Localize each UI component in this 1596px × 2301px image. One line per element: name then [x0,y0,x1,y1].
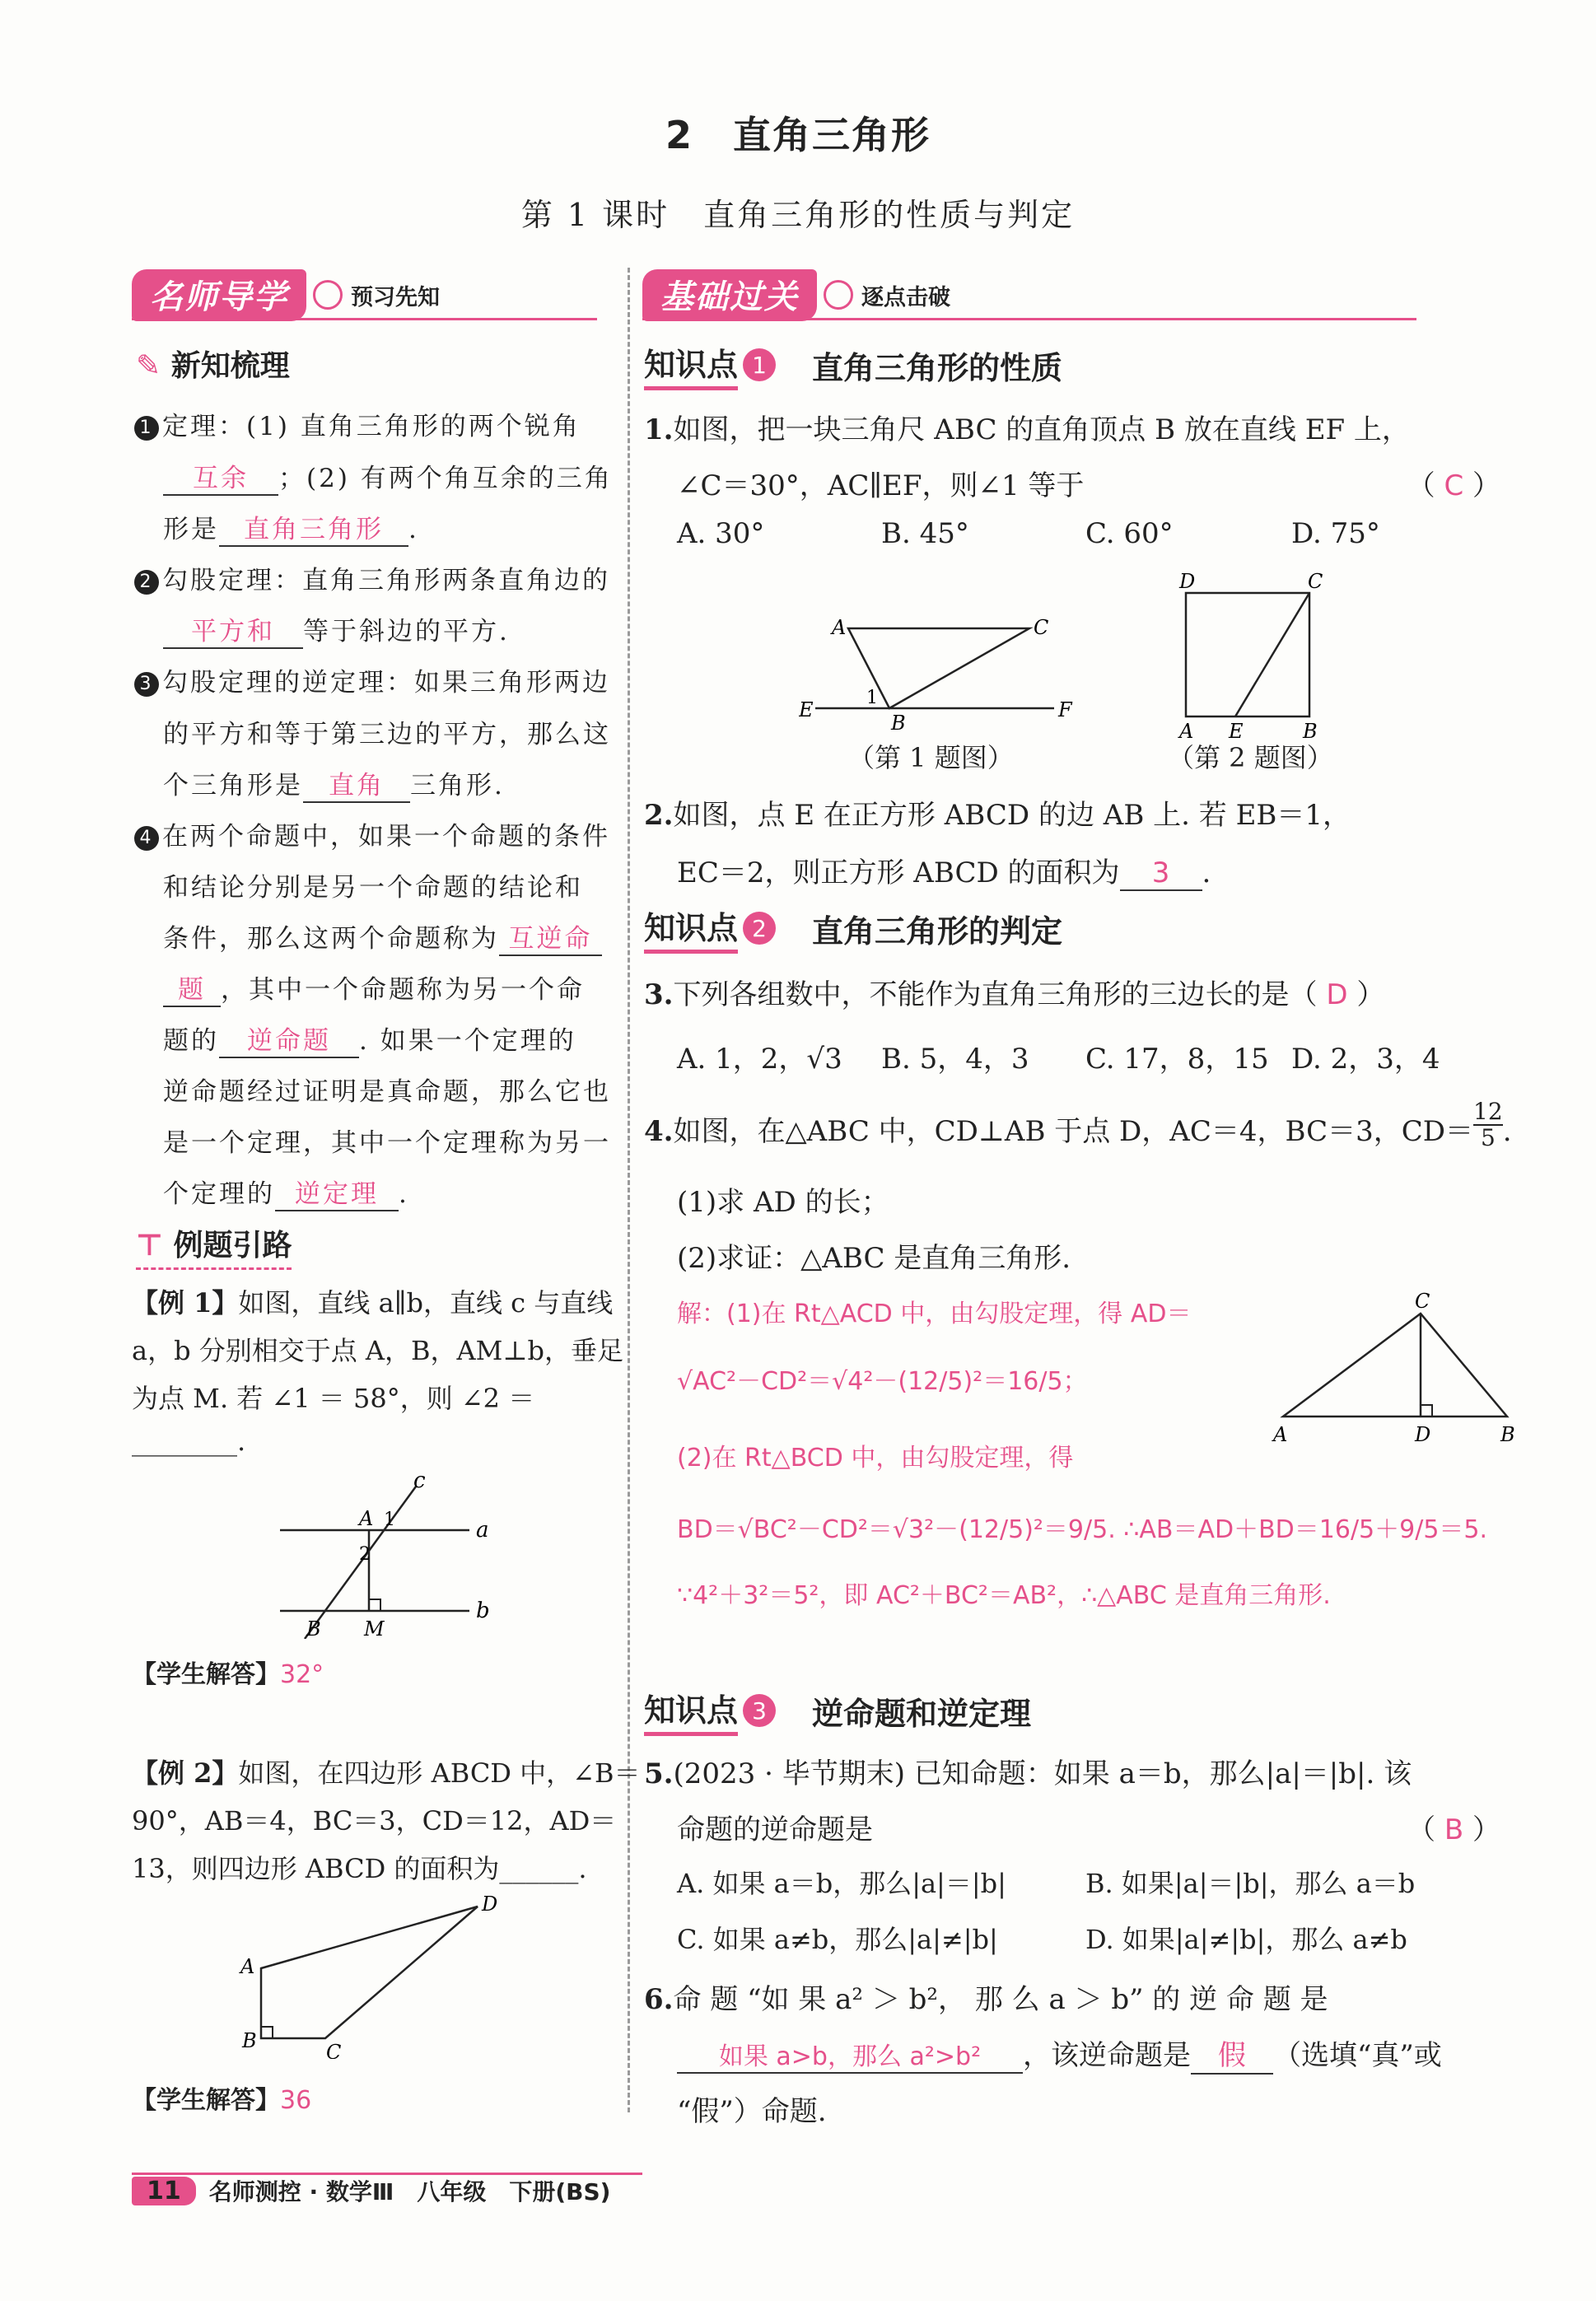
figure-caption: （第 1 题图） [848,742,1014,773]
svg-text:B: B [891,712,906,735]
example-2-figure [231,1886,527,2059]
svg-text:b: b [476,1599,490,1623]
question-line: 命题的逆命题是 （ B ） [677,1807,1500,1847]
concept-item-line: 的平方和等于第三边的平方，那么这 [163,720,611,749]
answer-blank: 直角 [303,764,410,803]
answer-bracket: （ C ） [1407,469,1500,502]
concept-item-line: 题的 逆命题 . 如果一个定理的 [163,1020,576,1058]
banner-label: 名师导学 [132,269,306,321]
svg-text:C: C [1308,570,1323,593]
concept-item-line: 个定理的 逆定理 . [163,1173,409,1211]
svg-text:M: M [364,1617,385,1639]
svg-text:B: B [1303,720,1318,741]
svg-text:A: A [240,1955,255,1978]
example-line: a，b 分别相交于点 A，B，AM⊥b，垂足 [132,1335,623,1366]
concept-item-line: 和结论分别是另一个命题的结论和 [163,873,583,903]
question-option: A. 如果 a＝b，那么|a|＝|b| [677,1868,1006,1899]
right-banner [642,268,950,321]
question-5: 5.(2023 · 毕节期末) 已知命题：如果 a＝b，那么|a|＝|b|. 该 [644,1757,1412,1790]
page-footer [132,2174,610,2207]
solution-line: BD＝√BC²－CD²＝√3²－(12/5)²＝9/5. ∴AB＝AD＋BD＝16/5＋9/5＝5. [677,1515,1488,1544]
example-1-figure [264,1474,494,1639]
question-1: 1.如图，把一块三角尺 ABC 的直角顶点 B 放在直线 EF 上， [644,413,1410,446]
answer-blank: 逆命题 [219,1020,359,1058]
svg-text:1: 1 [866,688,878,708]
figure-q4 [1268,1285,1515,1449]
answer-bracket: （ B ） [1407,1813,1500,1846]
answer-blank: 互余 [163,457,278,496]
example-1: 【例 1】如图，直线 a∥b，直线 c 与直线 [132,1287,614,1319]
footer-text: 名师测控 · 数学Ⅲ 八年级 下册(BS) [208,2178,611,2205]
svg-text:E: E [799,698,814,721]
answer-blank: 逆定理 [275,1173,399,1211]
banner-tag: 逐点击破 [861,284,950,310]
knowledge-point-1: 知识点 1 直角三角形的性质 [644,339,1062,390]
svg-text:C: C [1415,1290,1430,1313]
knowledge-point-2: 知识点 2 直角三角形的判定 [644,903,1062,954]
column-divider [628,268,630,2112]
question-2: 2.如图，点 E 在正方形 ABCD 的边 AB 上. 若 EB＝1， [644,799,1351,832]
svg-text:A: A [832,616,847,639]
concept-item-line: 形是 直角三角形 . [163,508,419,547]
concept-item-line: 题 ，其中一个命题称为另一个命 [163,968,585,1007]
svg-text:D: D [1415,1423,1431,1446]
concept-item-line: 条件，那么这两个命题称为 互逆命 [163,917,602,956]
signpost-icon: ⊤ [136,1229,163,1263]
question-option: D. 75° [1291,517,1380,550]
question-line: 如果 a>b，那么 a²>b² ，该逆命题是 假 （选填“真”或 [677,2033,1442,2075]
answer-blank: 如果 a>b，那么 a²>b² [677,2036,1023,2074]
figure-caption: （第 2 题图） [1168,742,1333,773]
concept-item-line: 是一个定理，其中一个定理称为另一 [163,1128,611,1158]
number-bullet: 1 [134,416,159,441]
concept-item-line: 互余 ；(2) 有两个角互余的三角 [163,457,613,496]
question-option: B. 45° [881,517,969,550]
svg-text:B: B [242,2029,257,2052]
number-bullet: 2 [134,570,159,595]
svg-text:C: C [326,2041,342,2059]
question-option: B. 5，4，3 [881,1043,1029,1076]
question-option: C. 60° [1085,517,1174,550]
question-line: ∠C＝30°，AC∥EF，则∠1 等于 （ C ） [677,463,1500,503]
solution-line: (2)在 Rt△BCD 中，由勾股定理，得 [677,1444,1074,1473]
svg-text:2: 2 [359,1544,371,1565]
concept-item-line: 平方和 等于斜边的平方. [163,610,510,649]
number-bullet: 3 [134,672,159,697]
page-number: 11 [132,2177,196,2205]
concept-item-line: 逆命题经过证明是真命题，那么它也 [163,1077,611,1107]
question-part: (1)求 AD 的长； [677,1186,889,1219]
question-line: “假”）命题. [677,2095,827,2128]
answer-blank: 互逆命 [499,917,602,956]
concept-item: 3 勾股定理的逆定理：如果三角形两边 [134,661,610,698]
answer-blank: 题 [163,968,221,1007]
svg-text:A: A [1273,1423,1288,1446]
answer-blank: 直角三角形 [219,508,408,547]
svg-text:c: c [413,1474,426,1493]
concept-item: 1 定理：(1) 直角三角形的两个锐角 [134,405,581,442]
svg-text:D: D [1179,570,1196,593]
answer-blank: 3 [1120,856,1202,891]
question-option: C. 如果 a≠b，那么|a|≠|b| [677,1924,998,1955]
svg-text:E: E [1229,720,1244,741]
question-part: (2)求证：△ABC 是直角三角形. [677,1242,1071,1275]
left-banner [132,268,440,321]
question-6: 6.命 题 “如 果 a² ＞ b²， 那 么 a ＞ b” 的 逆 命 题 是 [644,1983,1328,2016]
svg-text:A: A [1179,720,1194,741]
example-line: ________. [132,1426,246,1457]
figure-q2 [1169,568,1334,741]
example-line: 为点 M. 若 ∠1 ＝ 58°，则 ∠2 ＝ [132,1383,535,1414]
example-line: 90°，AB＝4，BC＝3，CD＝12，AD＝ [132,1805,617,1837]
svg-text:F: F [1058,698,1072,721]
question-option: A. 1，2，√3 [677,1043,842,1076]
answer-blank: 平方和 [163,610,303,649]
question-option: D. 如果|a|≠|b|，那么 a≠b [1085,1924,1407,1955]
svg-text:D: D [482,1893,498,1916]
question-option: C. 17，8，15 [1085,1043,1269,1076]
solution-line: √AC²－CD²＝√4²－(12/5)²＝16/5； [677,1367,1088,1396]
section-heading: ⊤ 例题引路 [136,1222,292,1270]
student-answer: 【学生解答】36 [132,2086,312,2115]
svg-text:B: B [1500,1423,1515,1446]
target-icon [824,280,853,310]
banner-label: 基础过关 [642,269,817,321]
lesson-subtitle: 第 1 课时 直角三角形的性质与判定 [520,197,1076,233]
concept-item-line: 个三角形是 直角 三角形. [163,764,505,803]
banner-underline [132,318,597,320]
question-line: EC＝2，则正方形 ABCD 的面积为 3 . [677,856,1211,889]
figure-q1 [799,601,1079,749]
fraction: $\frac{12}{5}$ [1473,1098,1503,1151]
student-answer: 【学生解答】32° [132,1660,324,1689]
question-option: B. 如果|a|＝|b|，那么 a＝b [1085,1868,1416,1899]
svg-text:B: B [306,1617,321,1639]
svg-text:C: C [1034,616,1049,639]
banner-tag: 预习先知 [351,284,440,310]
concept-item: 4 在两个命题中，如果一个命题的条件 [134,815,610,852]
banner-underline [642,318,1416,320]
search-icon [313,280,343,310]
question-3: 3.下列各组数中，不能作为直角三角形的三边长的是（ D ） [644,978,1385,1011]
question-option: A. 30° [677,517,765,550]
pencil-icon: ✎ [136,349,161,383]
solution-line: ∵4²＋3²＝5²，即 AC²＋BC²＝AB²，∴△ABC 是直角三角形. [677,1581,1331,1610]
page-title: 2 直角三角形 [665,113,931,157]
solution-line: 解：(1)在 Rt△ACD 中，由勾股定理，得 AD＝ [677,1300,1192,1328]
question-option: D. 2，3，4 [1291,1043,1440,1076]
concept-item: 2 勾股定理：直角三角形两条直角边的 [134,559,610,596]
example-line: 13，则四边形 ABCD 的面积为______. [132,1853,587,1884]
svg-text:A: A [359,1507,374,1530]
svg-text:a: a [476,1518,489,1543]
knowledge-point-3: 知识点 3 逆命题和逆定理 [644,1685,1031,1736]
section-heading: ✎ 新知梳理 [136,349,290,383]
example-2: 【例 2】如图，在四边形 ABCD 中，∠B＝ [132,1757,641,1789]
number-bullet: 4 [134,826,159,851]
question-4: 4.如图，在△ABC 中，CD⊥AB 于点 D，AC＝4，BC＝3，CD＝ $\frac{12}{5}$ . [644,1098,1512,1151]
answer-blank: 假 [1191,2033,1273,2075]
svg-text:1: 1 [384,1510,395,1530]
